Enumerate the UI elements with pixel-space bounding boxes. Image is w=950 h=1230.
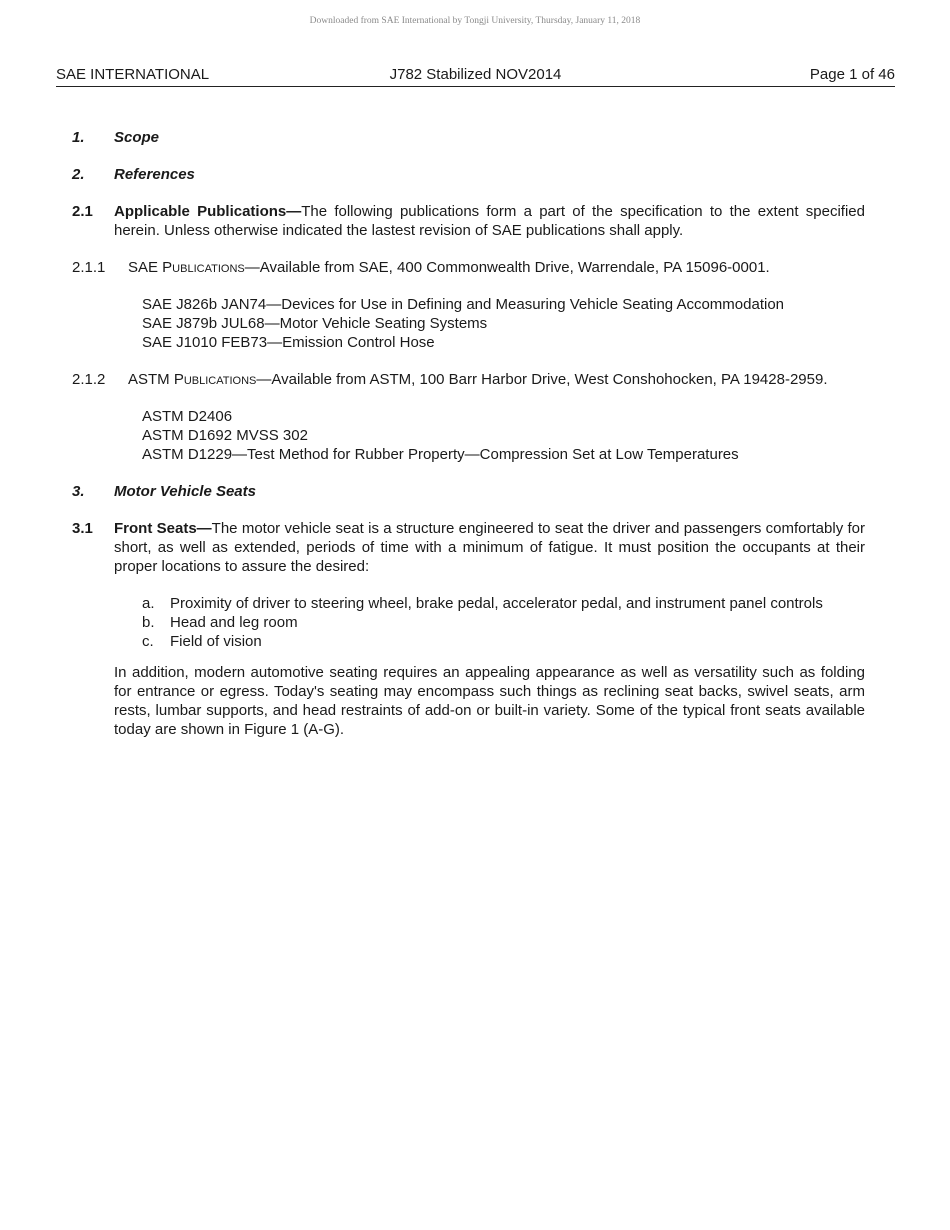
section-number: 3.1 xyxy=(72,520,93,537)
section-title: Front Seats— xyxy=(114,520,212,537)
list-item: SAE J1010 FEB73—Emission Control Hose xyxy=(142,334,435,351)
section-title: Motor Vehicle Seats xyxy=(114,483,256,500)
list-item xyxy=(142,613,865,632)
section-2-1-2-astm-publications xyxy=(72,370,865,389)
list-letter: c. xyxy=(142,633,154,650)
section-text: The motor vehicle seat is a structure engineered to seat the driver and passengers comfortably for short, as well as extended, periods of time with a minimum of fatigue. It must position the occupants at their proper locations to assure the desired: xyxy=(114,520,866,575)
list-item: ASTM D1229—Test Method for Rubber Property—Compression Set at Low Temperatures xyxy=(142,446,739,463)
section-text: —Available from SAE, 400 Commonwealth Drive, Warrendale, PA 15096-0001. xyxy=(244,259,770,276)
section-number: 2. xyxy=(72,166,85,183)
list-text: Field of vision xyxy=(170,633,262,650)
section-3-1-front-seats xyxy=(72,519,865,576)
requirements-list xyxy=(72,594,865,651)
document-body xyxy=(72,128,865,739)
section-3-motor-vehicle-seats xyxy=(72,482,865,501)
header-org: SAE INTERNATIONAL xyxy=(56,66,210,83)
section-title: References xyxy=(114,166,195,183)
astm-reference-list xyxy=(72,407,865,464)
seating-paragraph: In addition, modern automotive seating requires an appealing appearance as well as versatility such as folding for entrance or egress. Today's seating may encompass such things as reclining seat backs, swivel seats, arm rests, lumbar supports, and head restraints of add-on or built-in variety. Some of the typical front seats available today are shown in Figure 1 (A-G). xyxy=(114,664,865,738)
list-text: Proximity of driver to steering wheel, brake pedal, accelerator pedal, and instrument panel controls xyxy=(170,595,823,612)
list-item xyxy=(142,594,865,613)
header-page-number: Page 1 of 46 xyxy=(809,66,895,83)
list-text: Head and leg room xyxy=(170,614,298,631)
page-header xyxy=(56,66,895,87)
list-item: ASTM D2406 xyxy=(142,408,233,425)
section-number: 2.1.1 xyxy=(72,259,106,276)
section-label: SAE Publications xyxy=(128,259,245,276)
section-1-scope xyxy=(72,128,865,147)
list-item: SAE J826b JAN74—Devices for Use in Defining and Measuring Vehicle Seating Accommodation xyxy=(142,296,785,313)
download-watermark: Downloaded from SAE International by Tongji University, Thursday, January 11, 2018 xyxy=(309,16,641,26)
section-text: The following publications form a part of the specification to the extent specified herein. Unless otherwise indicated the lastest revision of SAE publications shall apply. xyxy=(114,203,865,239)
section-2-references xyxy=(72,165,865,184)
section-number: 3. xyxy=(72,483,85,500)
section-title: Scope xyxy=(114,129,160,146)
section-title: Applicable Publications— xyxy=(114,203,302,220)
list-item: ASTM D1692 MVSS 302 xyxy=(142,427,308,444)
section-2-1-applicable-publications xyxy=(72,202,865,240)
header-doc-id: J782 Stabilized NOV2014 xyxy=(389,66,562,83)
list-item xyxy=(142,632,865,651)
list-item: SAE J879b JUL68—Motor Vehicle Seating Systems xyxy=(142,315,488,332)
section-label: ASTM Publications xyxy=(128,371,257,388)
list-letter: a. xyxy=(142,595,155,612)
section-number: 2.1 xyxy=(72,203,93,220)
sae-reference-list xyxy=(72,295,865,352)
section-2-1-1-sae-publications xyxy=(72,258,865,277)
section-number: 2.1.2 xyxy=(72,371,106,388)
section-text: —Available from ASTM, 100 Barr Harbor Drive, West Conshohocken, PA 19428-2959. xyxy=(256,371,828,388)
section-number: 1. xyxy=(72,129,85,146)
list-letter: b. xyxy=(142,614,155,631)
